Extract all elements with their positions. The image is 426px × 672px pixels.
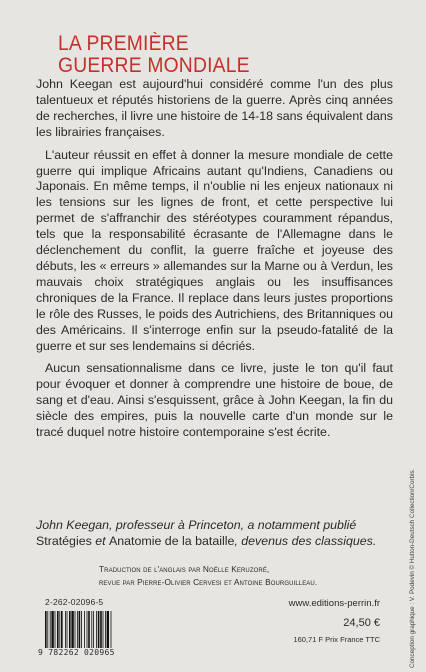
barcode-bar (105, 611, 106, 649)
author-note-part-1: John Keegan, professeur à Princeton, a notamment publié (36, 518, 357, 532)
barcode-bar (51, 611, 53, 649)
publisher-website: www.editions-perrin.fr (288, 598, 380, 609)
barcode-bar (111, 611, 112, 649)
blurb (36, 77, 393, 448)
barcode-bar (50, 611, 51, 649)
barcode-bar (61, 611, 63, 649)
photo-credit: Conception graphique : V. Podevin © Hulton-Deutsch Collection/Corbis. (409, 468, 416, 668)
barcode-bar (93, 611, 94, 649)
translation-credit (99, 563, 399, 589)
barcode-bar (100, 611, 102, 649)
barcode-bar (59, 611, 60, 649)
price: 24,50 € (343, 617, 380, 629)
barcode-digits: 9 782262 020965 (38, 648, 115, 657)
book-title (58, 33, 250, 77)
barcode-bar (77, 611, 78, 649)
barcode-bar (88, 611, 90, 649)
barcode-bar (87, 611, 88, 649)
barcode-bar (65, 611, 66, 649)
barcode-bar (69, 611, 71, 649)
author-note-part-3: , devenus des classiques. (234, 533, 377, 548)
barcode-bar (107, 611, 109, 649)
translation-line-1: Traduction de l'anglais par Noëlle Keruzoré, (99, 564, 270, 574)
barcode-bar (103, 611, 104, 649)
barcode-bar (98, 611, 100, 649)
isbn: 2-262-02096-5 (45, 597, 104, 607)
blurb-paragraph-1: John Keegan est aujourd'hui considéré comme l'un des plus talentueux et réputés historiens de la guerre. Après cinq années de recherches, il livre une histoire de 14-18 sans équivalent dans les librairies françaises. (36, 77, 393, 139)
title-line-2: GUERRE MONDIALE (58, 54, 250, 77)
barcode-bar (96, 611, 97, 649)
barcode-bar (57, 611, 59, 649)
barcode-bar (47, 611, 48, 649)
barcode-bar (45, 611, 47, 649)
barcode-bar (91, 611, 92, 649)
barcode-bar (71, 611, 73, 649)
translation-line-2: revue par Pierre-Olivier Cervesi et Antoine Bourguilleau. (99, 577, 318, 587)
barcode-bar (81, 611, 82, 649)
blurb-paragraph-2: L'auteur réussit en effet à donner la mesure mondiale de cette guerre qui implique Africains autant qu'Indiens, Canadiens ou Japonais. En même temps, il n'oublie ni les enjeux nationaux ni les tensions sur les lignes de front, et cette perspective lui permet de s'affranchir des stéréotypes couramment répandus, tels que la responsabilité écrasante de l'Allemagne dans le déclenchement du conflit, la guerre fraîche et joyeuse des débuts, les « erreurs » allemandes sur la Marne ou à Verdun, les mauvais choix stratégiques anglais ou les insuffisances chroniques de la France. Il replace dans leurs justes proportions le rôle des Russes, le poids des Autrichiens, des Britanniques ou des Américains. Il s'interroge enfin sur la pseudo-fatalité de la guerre et sur ses lendemains si décriés. (36, 147, 393, 353)
barcode-bar (84, 611, 85, 649)
title-line-1: LA PREMIÈRE (58, 32, 189, 55)
book-title-strategies: Stratégies (36, 533, 92, 548)
barcode-bar (75, 611, 76, 649)
author-note (36, 518, 393, 550)
barcode-bar (79, 611, 81, 649)
barcode-bar (55, 611, 56, 649)
price-franc: 160,71 F Prix France TTC (293, 635, 380, 644)
author-note-part-2: et (91, 533, 110, 548)
book-title-anatomie: Anatomie de la bataille (109, 533, 235, 548)
blurb-paragraph-3: Aucun sensationnalisme dans ce livre, juste le ton qu'il faut pour évoquer et donner à comprendre une histoire de boue, de sang et d'eau. Ainsi s'esquissent, grâce à John Keegan, la fin du siècle des empires, puis la nouvelle carte d'un monde sur le tracé duquel notre histoire contemporaine s'est écrite. (36, 361, 393, 440)
barcode-bar (67, 611, 68, 649)
